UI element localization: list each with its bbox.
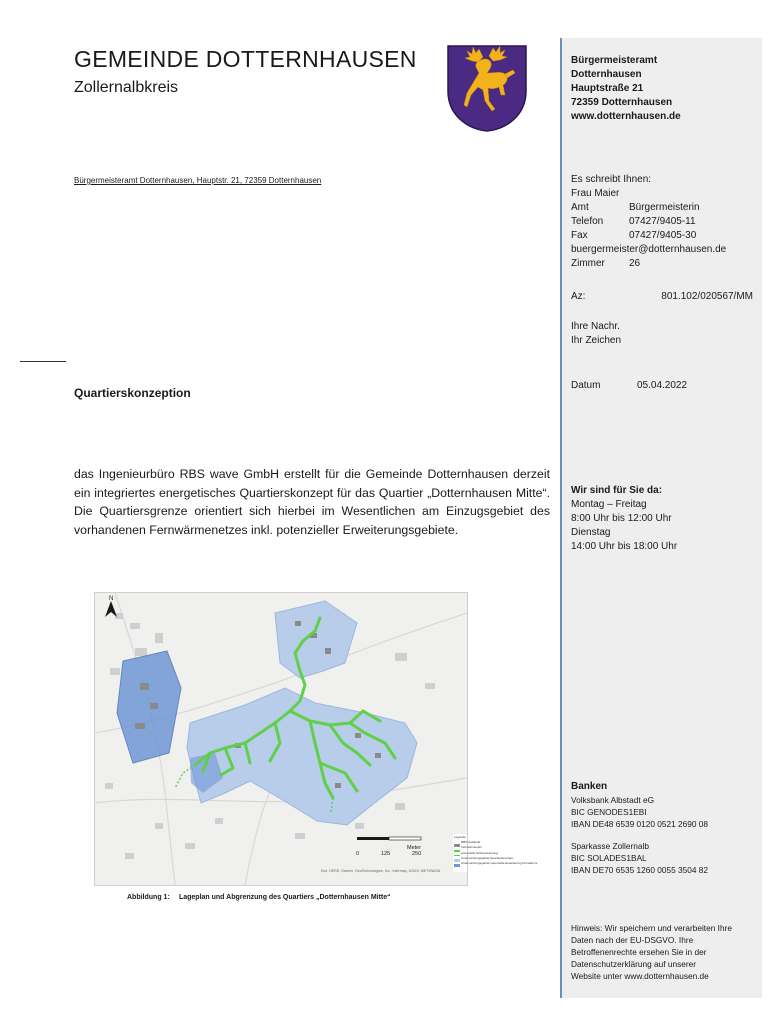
contact-row: Fax 07427/9405-30 — [571, 230, 697, 241]
office-website-link[interactable]: www.dotternhausen.de — [571, 111, 681, 122]
office-postcode: 72359 Dotternhausen — [571, 97, 673, 108]
scale-bar-label: Meter — [407, 845, 422, 851]
privacy-website-link[interactable]: Website unter www.dotternhausen.de — [571, 971, 709, 981]
room-row: Zimmer 26 — [571, 258, 641, 269]
banks-block: Banken Volksbank Albstadt eG BIC GENODES1EBI IBAN DE48 6539 0120 0521 2690 08 Sparkasse Zollernalb BIC SOLADES1BAL IBAN DE70 6535 1260 0055 3504 82 — [571, 781, 709, 875]
legend-title: Legende — [454, 835, 466, 839]
caption-label: Abbildung 1: — [127, 894, 170, 901]
legend-item: RBS Gebäude — [461, 840, 481, 845]
svg-text:N: N — [109, 596, 114, 602]
office-name: Bürgermeisteramt — [571, 55, 658, 66]
return-address: Bürgermeisteramt Dotternhausen, Hauptstr. 21, 72359 Dotternhausen — [74, 176, 322, 185]
letter-body: das Ingenieurbüro RBS wave GmbH erstellt für die Gemeinde Dotternhausen derzeit ein integriertes energetisches Quartierskonzept für das Quartier „Dotternhausen Mitte“. Die Quartiersgrenze orientiert sich hierbei im Wesentlichen am Einzugsgebiet des vorhandenen Fernwärmenetzes inkl. potenzieller Erweiterungsgebiete. — [74, 467, 550, 537]
banks-title: Banken — [571, 781, 608, 792]
contact-row: Amt Bürgermeisterin — [571, 202, 700, 213]
contact-row: Telefon 07427/9405-11 — [571, 216, 696, 227]
scale-bar-tick-0: 0 — [356, 851, 360, 857]
date-row: Datum 05.04.2022 — [571, 380, 688, 391]
coat-of-arms-logo — [445, 43, 529, 133]
caption-text: Lageplan und Abgrenzung des Quartiers „Dotternhausen Mitte“ — [178, 894, 391, 901]
contact-block — [571, 173, 726, 271]
email-link[interactable]: buergermeister@dotternhausen.de — [571, 244, 727, 255]
reference-row: Az: 801.102/020567/MM — [571, 291, 753, 302]
office-address — [571, 54, 681, 124]
your-reference: Ihre Nachr. Ihr Zeichen — [571, 321, 622, 346]
legend-item: Untersuchungsgebiet Quartierskonzept — [461, 855, 514, 860]
letter-subject: Quartierskonzeption — [74, 386, 191, 400]
office-town: Dotternhausen — [571, 69, 642, 80]
map-legend — [454, 835, 537, 866]
legend-item: potenzielle Netzerweiterung — [461, 850, 499, 855]
municipality-title: GEMEINDE DOTTERNHAUSEN — [74, 46, 417, 72]
office-hours: Wir sind für Sie da: Montag – Freitag 8:00 Uhr bis 12:00 Uhr Dienstag 14:00 Uhr bis 18:00 Uhr — [571, 485, 678, 552]
writer-intro: Es schreibt Ihnen: — [571, 174, 652, 185]
fold-mark — [20, 361, 66, 362]
privacy-notice: Hinweis: Wir speichern und verarbeiten Ihre Daten nach der EU-DSGVO. Ihre Betroffenenrechte ersehen Sie in der Datenschutzerklärung auf unserer Website unter www.dotternhausen.de — [571, 923, 732, 981]
legend-item: Fernwärmenetz — [461, 845, 482, 850]
map-drawing — [95, 593, 467, 885]
info-sidebar — [560, 38, 762, 998]
scale-bar-tick-250: 250 — [412, 851, 422, 857]
legend-item: Untersuchungsgebiet potenzielle Erweiterung Fernwärme — [461, 861, 538, 866]
office-hours-title: Wir sind für Sie da: — [571, 485, 663, 496]
figure-caption — [127, 894, 391, 901]
writer-name: Frau Maier — [571, 188, 620, 199]
district-subtitle: Zollernalbkreis — [74, 79, 179, 96]
site-plan-map — [94, 592, 538, 886]
scale-bar-tick-125: 125 — [381, 851, 391, 857]
office-street: Hauptstraße 21 — [571, 83, 644, 94]
map-attribution: Esri, HERE, Garmin, GeoTechnologies, Inc., Intermap, USGS, METI/NASA — [321, 869, 441, 873]
